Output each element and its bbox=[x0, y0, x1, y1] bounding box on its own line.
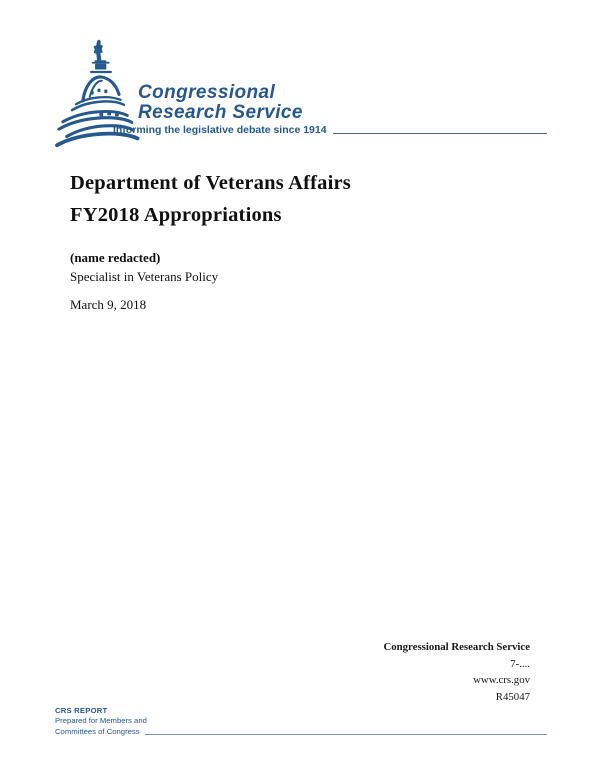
footer-org-name: Congressional Research Service bbox=[383, 641, 530, 653]
report-title-line1: Department of Veterans Affairs bbox=[70, 172, 351, 194]
report-title bbox=[70, 167, 351, 231]
footer-prepared-line2: Committees of Congress bbox=[55, 726, 140, 736]
report-date: March 9, 2018 bbox=[70, 297, 147, 312]
author-role: Specialist in Veterans Policy bbox=[70, 268, 219, 284]
footer-crs-report-label: CRS REPORT bbox=[55, 706, 108, 715]
footer-rule bbox=[145, 734, 547, 735]
header-rule bbox=[333, 133, 547, 134]
author-name: (name redacted) bbox=[70, 250, 161, 265]
footer-phone: 7-.... bbox=[510, 657, 530, 670]
logo-tagline: Informing the legislative debate since 1914 bbox=[113, 124, 327, 136]
report-title-line2: FY2018 Appropriations bbox=[70, 204, 282, 226]
footer-prepared-line1: Prepared for Members and bbox=[55, 716, 147, 726]
footer-publication-info bbox=[383, 639, 530, 705]
footer-prepared-row bbox=[55, 727, 547, 737]
logo-tagline-row bbox=[113, 124, 547, 137]
footer-report-number: R45047 bbox=[495, 690, 530, 703]
footer-website-link[interactable]: www.crs.gov bbox=[473, 674, 530, 687]
author-block bbox=[70, 249, 218, 286]
logo-org-line1: Congressional bbox=[138, 82, 276, 103]
footer-crs-report bbox=[55, 706, 547, 737]
crs-logo-wordmark bbox=[138, 83, 303, 123]
logo-org-line2: Research Service bbox=[138, 102, 303, 123]
